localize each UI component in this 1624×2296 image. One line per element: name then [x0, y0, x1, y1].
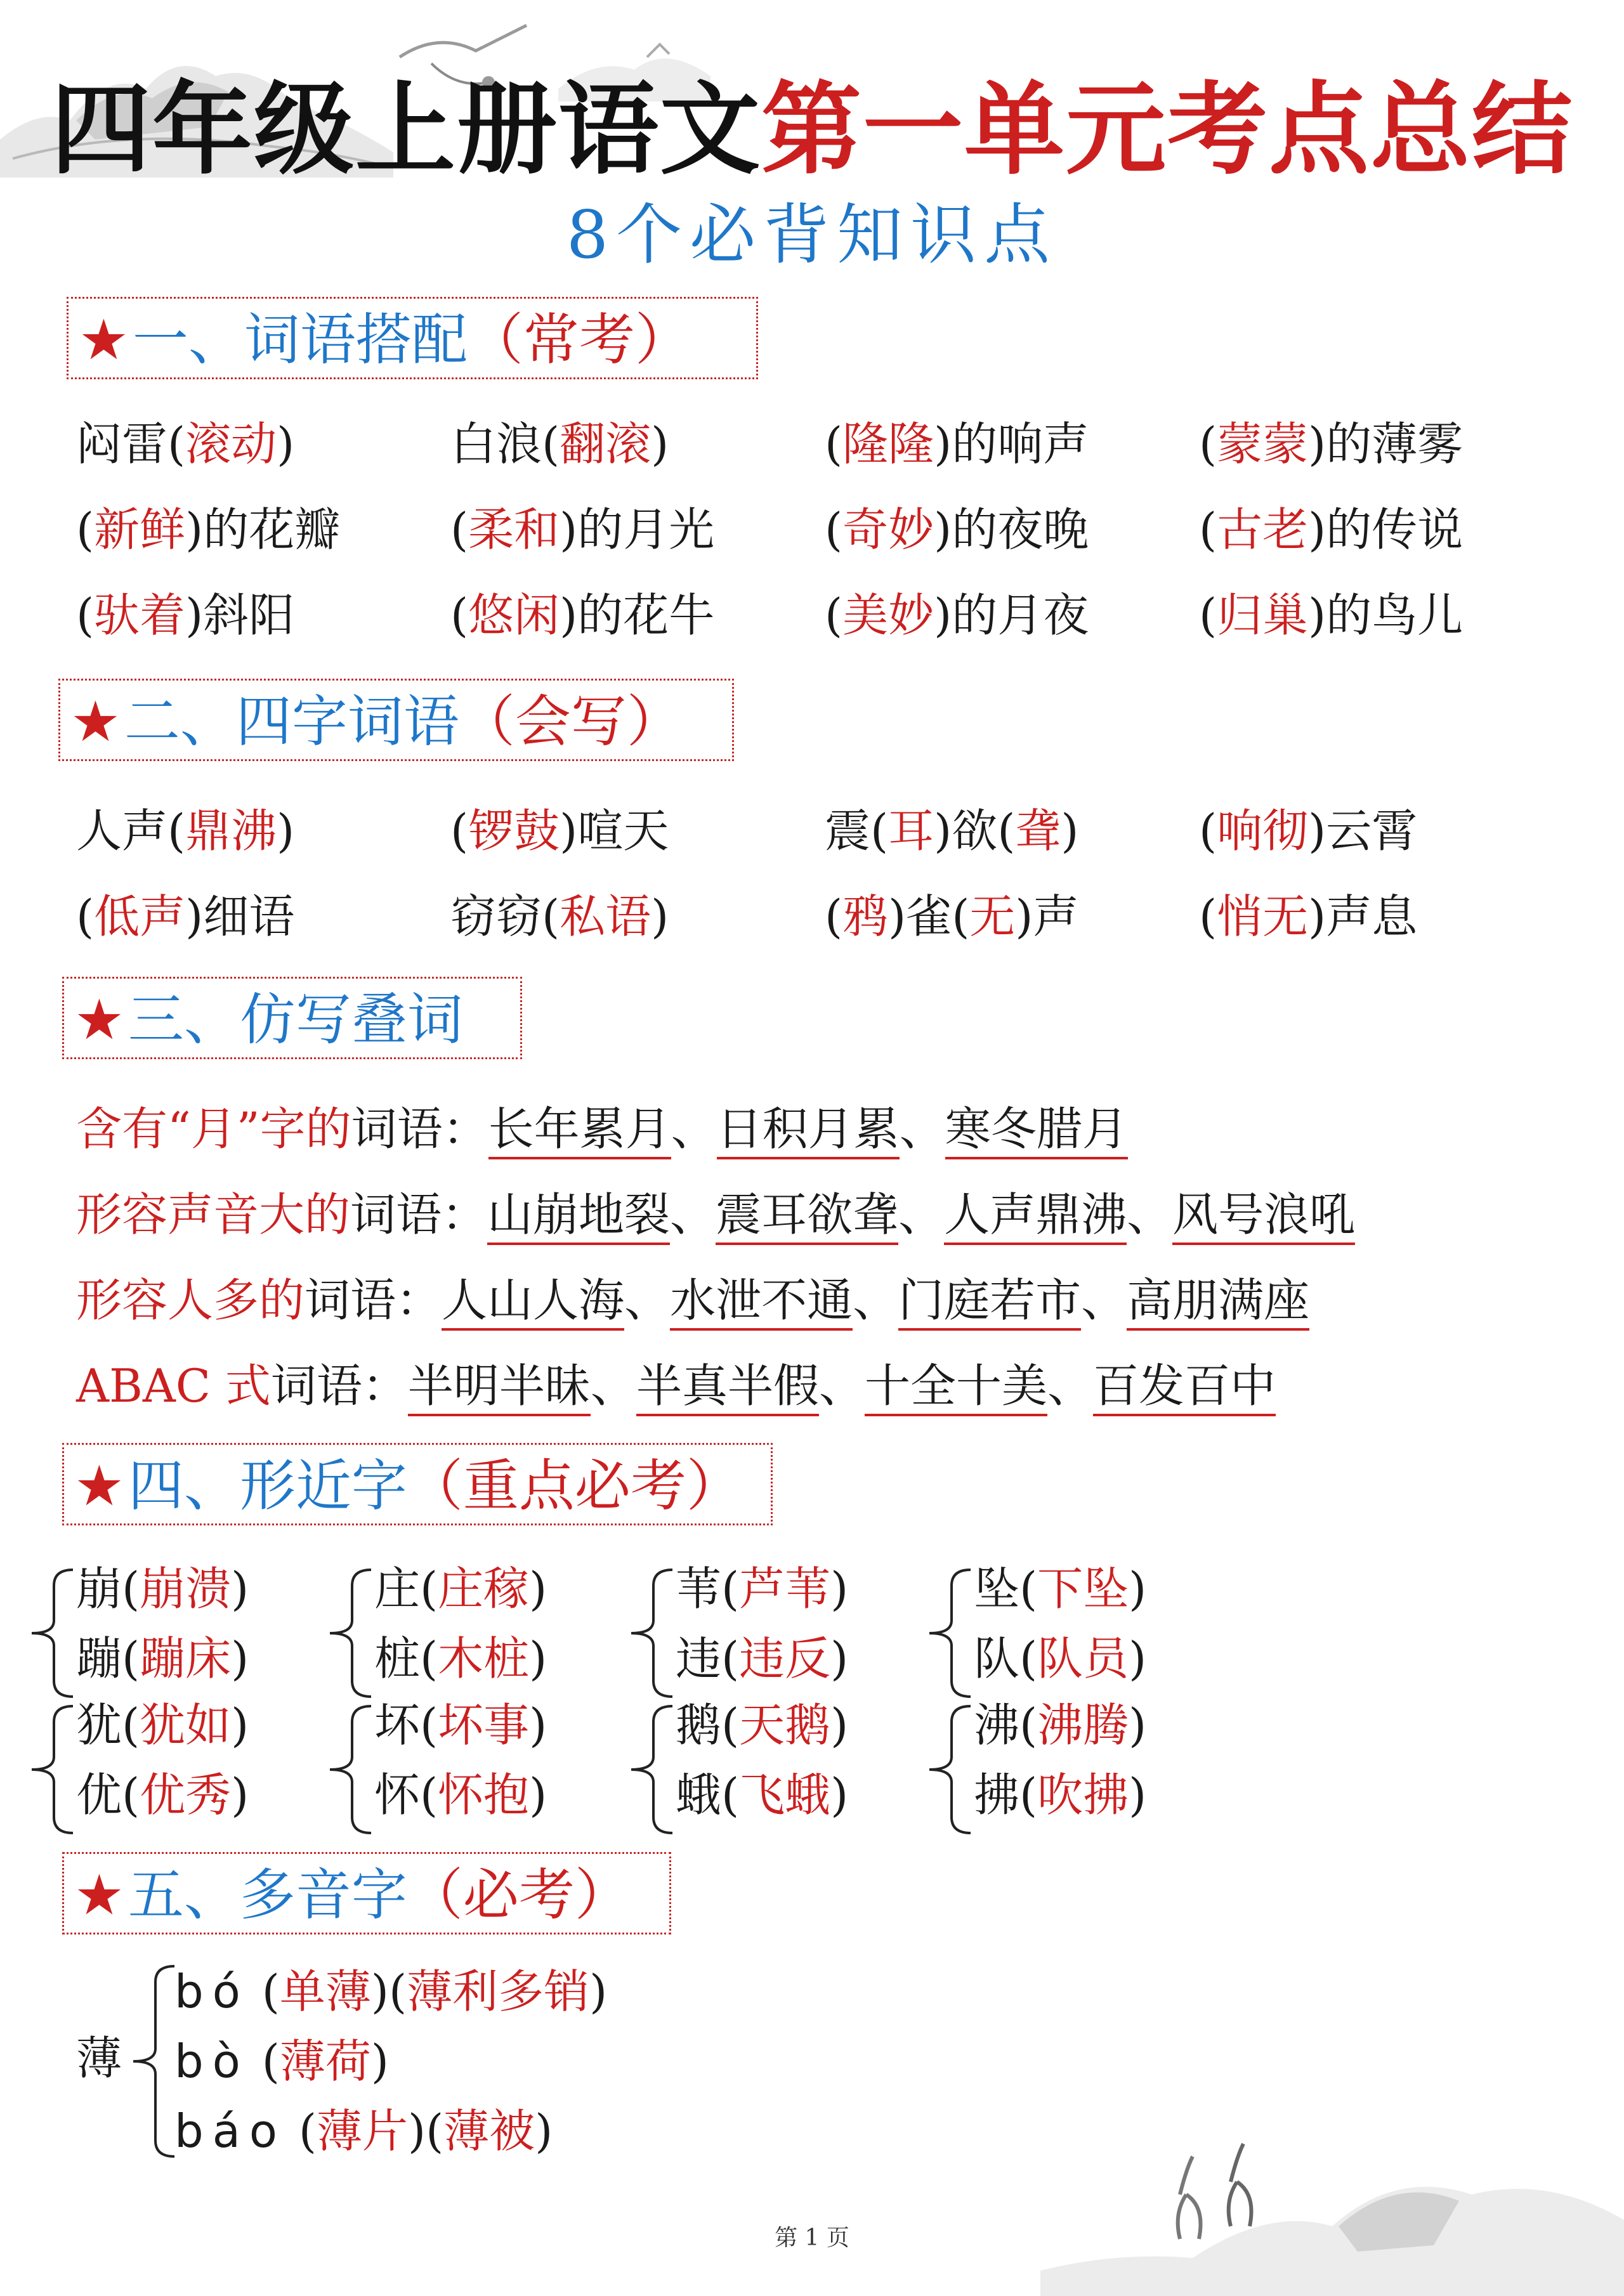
star-icon: ★ [70, 689, 121, 754]
section-header-polyphone [62, 1852, 671, 1934]
page-subtitle: 8个必背知识点 [566, 196, 1058, 273]
similar-char-item: 蛾(飞蛾) [676, 1768, 849, 1822]
similar-char-item: 违(违反) [676, 1632, 849, 1685]
collocation-item: (蒙蒙)的薄雾 [1199, 417, 1464, 471]
underlined-word: 高朋满座 [1127, 1274, 1309, 1331]
word-group-line: 含有“月”字的词语：长年累月、日积月累、寒冬腊月 [76, 1094, 1128, 1164]
section-header-reduplicated-words [62, 977, 522, 1059]
star-icon: ★ [74, 1453, 124, 1518]
collocation-item: (古老)的传说 [1199, 503, 1464, 556]
brace-icon [317, 1567, 374, 1700]
underlined-word: 人声鼎沸 [944, 1188, 1127, 1245]
section-header-similar-chars [62, 1443, 773, 1525]
similar-char-item: 桩(木桩) [374, 1632, 547, 1685]
four-char-item: (响彻)云霄 [1199, 804, 1418, 858]
polyphone-reading: báo (薄片)(薄被) [174, 2104, 553, 2158]
section-note: （重点必考） [407, 1453, 742, 1518]
similar-char-item: 蹦(蹦床) [76, 1632, 249, 1685]
collocation-item: (归巢)的鸟儿 [1199, 589, 1464, 642]
polyphone-reading: bò (薄荷) [174, 2035, 389, 2088]
polyphone-reading: bó (单薄)(薄利多销) [174, 1965, 608, 2018]
underlined-word: 水泄不通 [670, 1274, 853, 1331]
title-part-red: 第一单元考点总结 [761, 72, 1573, 188]
brace-icon [619, 1703, 676, 1836]
collocation-item: (新鲜)的花瓣 [76, 503, 341, 556]
four-char-item: (悄无)声息 [1199, 890, 1418, 943]
collocation-item: (悠闲)的花牛 [450, 589, 715, 642]
similar-char-item: 庄(庄稼) [374, 1562, 547, 1615]
collocation-item: 闷雷(滚动) [76, 417, 295, 471]
collocation-item: (柔和)的月光 [450, 503, 715, 556]
section-label: 一、词语搭配 [132, 307, 468, 372]
star-icon: ★ [74, 1862, 124, 1927]
title-part-black: 四年级上册语文 [51, 72, 761, 188]
section-label: 三、仿写叠词 [128, 987, 463, 1052]
similar-char-item: 怀(怀抱) [374, 1768, 547, 1822]
collocation-item: 白浪(翻滚) [450, 417, 669, 471]
word-group-line: 形容人多的词语：人山人海、水泄不通、门庭若市、高朋满座 [76, 1265, 1309, 1335]
underlined-word: 风号浪吼 [1172, 1188, 1355, 1245]
section-label: 二、四字词语 [124, 689, 459, 754]
four-char-item: (低声)细语 [76, 890, 295, 943]
four-char-item: 人声(鼎沸) [76, 804, 295, 858]
four-char-item: 窃窃(私语) [450, 890, 669, 943]
collocation-item: (奇妙)的夜晚 [825, 503, 1089, 556]
similar-char-item: 崩(崩溃) [76, 1562, 249, 1615]
similar-char-item: 拂(吹拂) [974, 1768, 1147, 1822]
four-char-item: 震(耳)欲(聋) [825, 804, 1079, 858]
page-title [0, 51, 1624, 209]
underlined-word: 震耳欲聋 [716, 1188, 898, 1245]
underlined-word: 日积月累 [717, 1102, 900, 1159]
similar-char-item: 坏(坏事) [374, 1699, 547, 1752]
underlined-word: 山崩地裂 [487, 1188, 670, 1245]
similar-char-item: 犹(犹如) [76, 1699, 249, 1752]
underlined-word: 人山人海 [442, 1274, 624, 1331]
collocation-item: (隆隆)的响声 [825, 417, 1089, 471]
similar-char-item: 优(优秀) [76, 1768, 249, 1822]
word-group-line: ABAC 式词语：半明半昧、半真半假、十全十美、百发百中 [76, 1351, 1276, 1421]
section-header-four-char [58, 679, 734, 761]
similar-char-item: 沸(沸腾) [974, 1699, 1147, 1752]
brace-icon [19, 1567, 76, 1700]
collocation-item: (美妙)的月夜 [825, 589, 1089, 642]
collocation-item: (驮着)斜阳 [76, 589, 295, 642]
brace-icon [917, 1703, 974, 1836]
brace-icon [917, 1567, 974, 1700]
section-label: 五、多音字 [128, 1862, 407, 1927]
star-icon: ★ [74, 987, 124, 1052]
brace-icon [619, 1567, 676, 1700]
similar-char-item: 坠(下坠) [974, 1562, 1147, 1615]
underlined-word: 长年累月 [488, 1102, 671, 1159]
underlined-word: 百发百中 [1093, 1359, 1276, 1416]
section-note: （会写） [459, 689, 683, 754]
star-icon: ★ [79, 307, 129, 372]
underlined-word: 十全十美 [865, 1359, 1047, 1416]
section-header-collocation [67, 297, 758, 379]
polyphone-char: 薄 [76, 2032, 122, 2085]
underlined-word: 门庭若市 [898, 1274, 1081, 1331]
page-number: 第 1 页 [775, 2225, 849, 2251]
similar-char-item: 苇(芦苇) [676, 1562, 849, 1615]
similar-char-item: 队(队员) [974, 1632, 1147, 1685]
section-label: 四、形近字 [128, 1453, 407, 1518]
brace-icon [121, 1963, 178, 2160]
underlined-word: 寒冬腊月 [945, 1102, 1128, 1159]
word-group-line: 形容声音大的词语：山崩地裂、震耳欲聋、人声鼎沸、风号浪吼 [76, 1180, 1355, 1249]
section-note: （常考） [467, 307, 691, 372]
section-note: （必考） [407, 1862, 631, 1927]
brace-icon [19, 1703, 76, 1836]
mountain-bottom-right-decoration [1040, 2112, 1624, 2296]
four-char-item: (鸦)雀(无)声 [825, 890, 1079, 943]
underlined-word: 半真半假 [636, 1359, 819, 1416]
underlined-word: 半明半昧 [408, 1359, 591, 1416]
brace-icon [317, 1703, 374, 1836]
four-char-item: (锣鼓)喧天 [450, 804, 669, 858]
similar-char-item: 鹅(天鹅) [676, 1699, 849, 1752]
